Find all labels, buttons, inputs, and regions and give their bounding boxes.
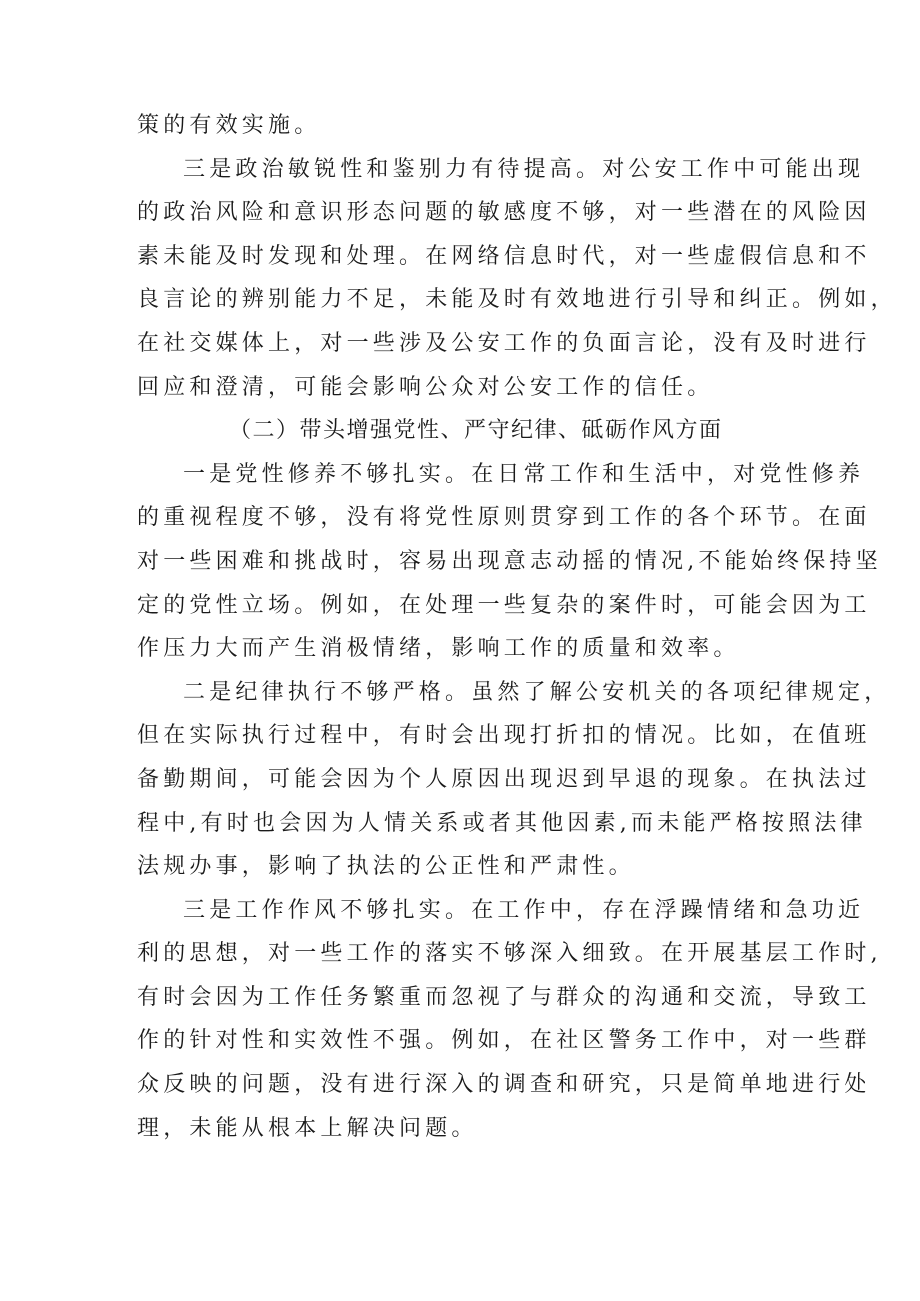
text-line: 众反映的问题，没有进行深入的调查和研究，只是简单地进行处	[137, 1072, 871, 1098]
text-line: 对一些困难和挑战时，容易出现意志动摇的情况,不能始终保持坚	[137, 548, 882, 574]
section-heading: （二）带头增强党性、严守纪律、砥砺作风方面	[229, 418, 723, 444]
text-line: 利的思想，对一些工作的落实不够深入细致。在开展基层工作时,	[137, 941, 882, 967]
text-line: 一是党性修养不够扎实。在日常工作和生活中，对党性修养	[183, 461, 865, 487]
text-line: 三是工作作风不够扎实。在工作中，存在浮躁情绪和急功近	[183, 897, 865, 923]
text-line: 作的针对性和实效性不强。例如，在社区警务工作中，对一些群	[137, 1028, 871, 1054]
text-line: 定的党性立场。例如，在处理一些复杂的案件时，可能会因为工	[137, 592, 871, 618]
text-line: 回应和澄清，可能会影响公众对公安工作的信任。	[137, 374, 714, 400]
text-line: 素未能及时发现和处理。在网络信息时代，对一些虚假信息和不	[137, 243, 871, 269]
text-line: 的政治风险和意识形态问题的敏感度不够，对一些潜在的风险因	[137, 200, 871, 226]
text-line: 但在实际执行过程中，有时会出现打折扣的情况。比如，在值班	[137, 723, 871, 749]
text-line: 二是纪律执行不够严格。虽然了解公安机关的各项纪律规定，	[183, 679, 891, 705]
text-line: 法规办事，影响了执法的公正性和严肃性。	[137, 854, 635, 880]
text-line: 有时会因为工作任务繁重而忽视了与群众的沟通和交流，导致工	[137, 984, 871, 1010]
text-line: 理，未能从根本上解决问题。	[137, 1115, 478, 1141]
text-line: 在社交媒体上，对一些涉及公安工作的负面言论，没有及时进行	[137, 330, 871, 356]
text-line: 三是政治敏锐性和鉴别力有待提高。对公安工作中可能出现	[183, 156, 865, 182]
text-line: 程中,有时也会因为人情关系或者其他因素,而未能严格按照法律	[137, 810, 867, 836]
text-line: 策的有效实施。	[137, 113, 321, 138]
text-line: 备勤期间，可能会因为个人原因出现迟到早退的现象。在执法过	[137, 766, 871, 792]
text-line: 的重视程度不够，没有将党性原则贯穿到工作的各个环节。在面	[137, 505, 871, 531]
document-page	[137, 104, 897, 1150]
text-line: 良言论的辨别能力不足，未能及时有效地进行引导和纠正。例如，	[137, 287, 897, 313]
text-line: 作压力大而产生消极情绪，影响工作的质量和效率。	[137, 636, 740, 662]
